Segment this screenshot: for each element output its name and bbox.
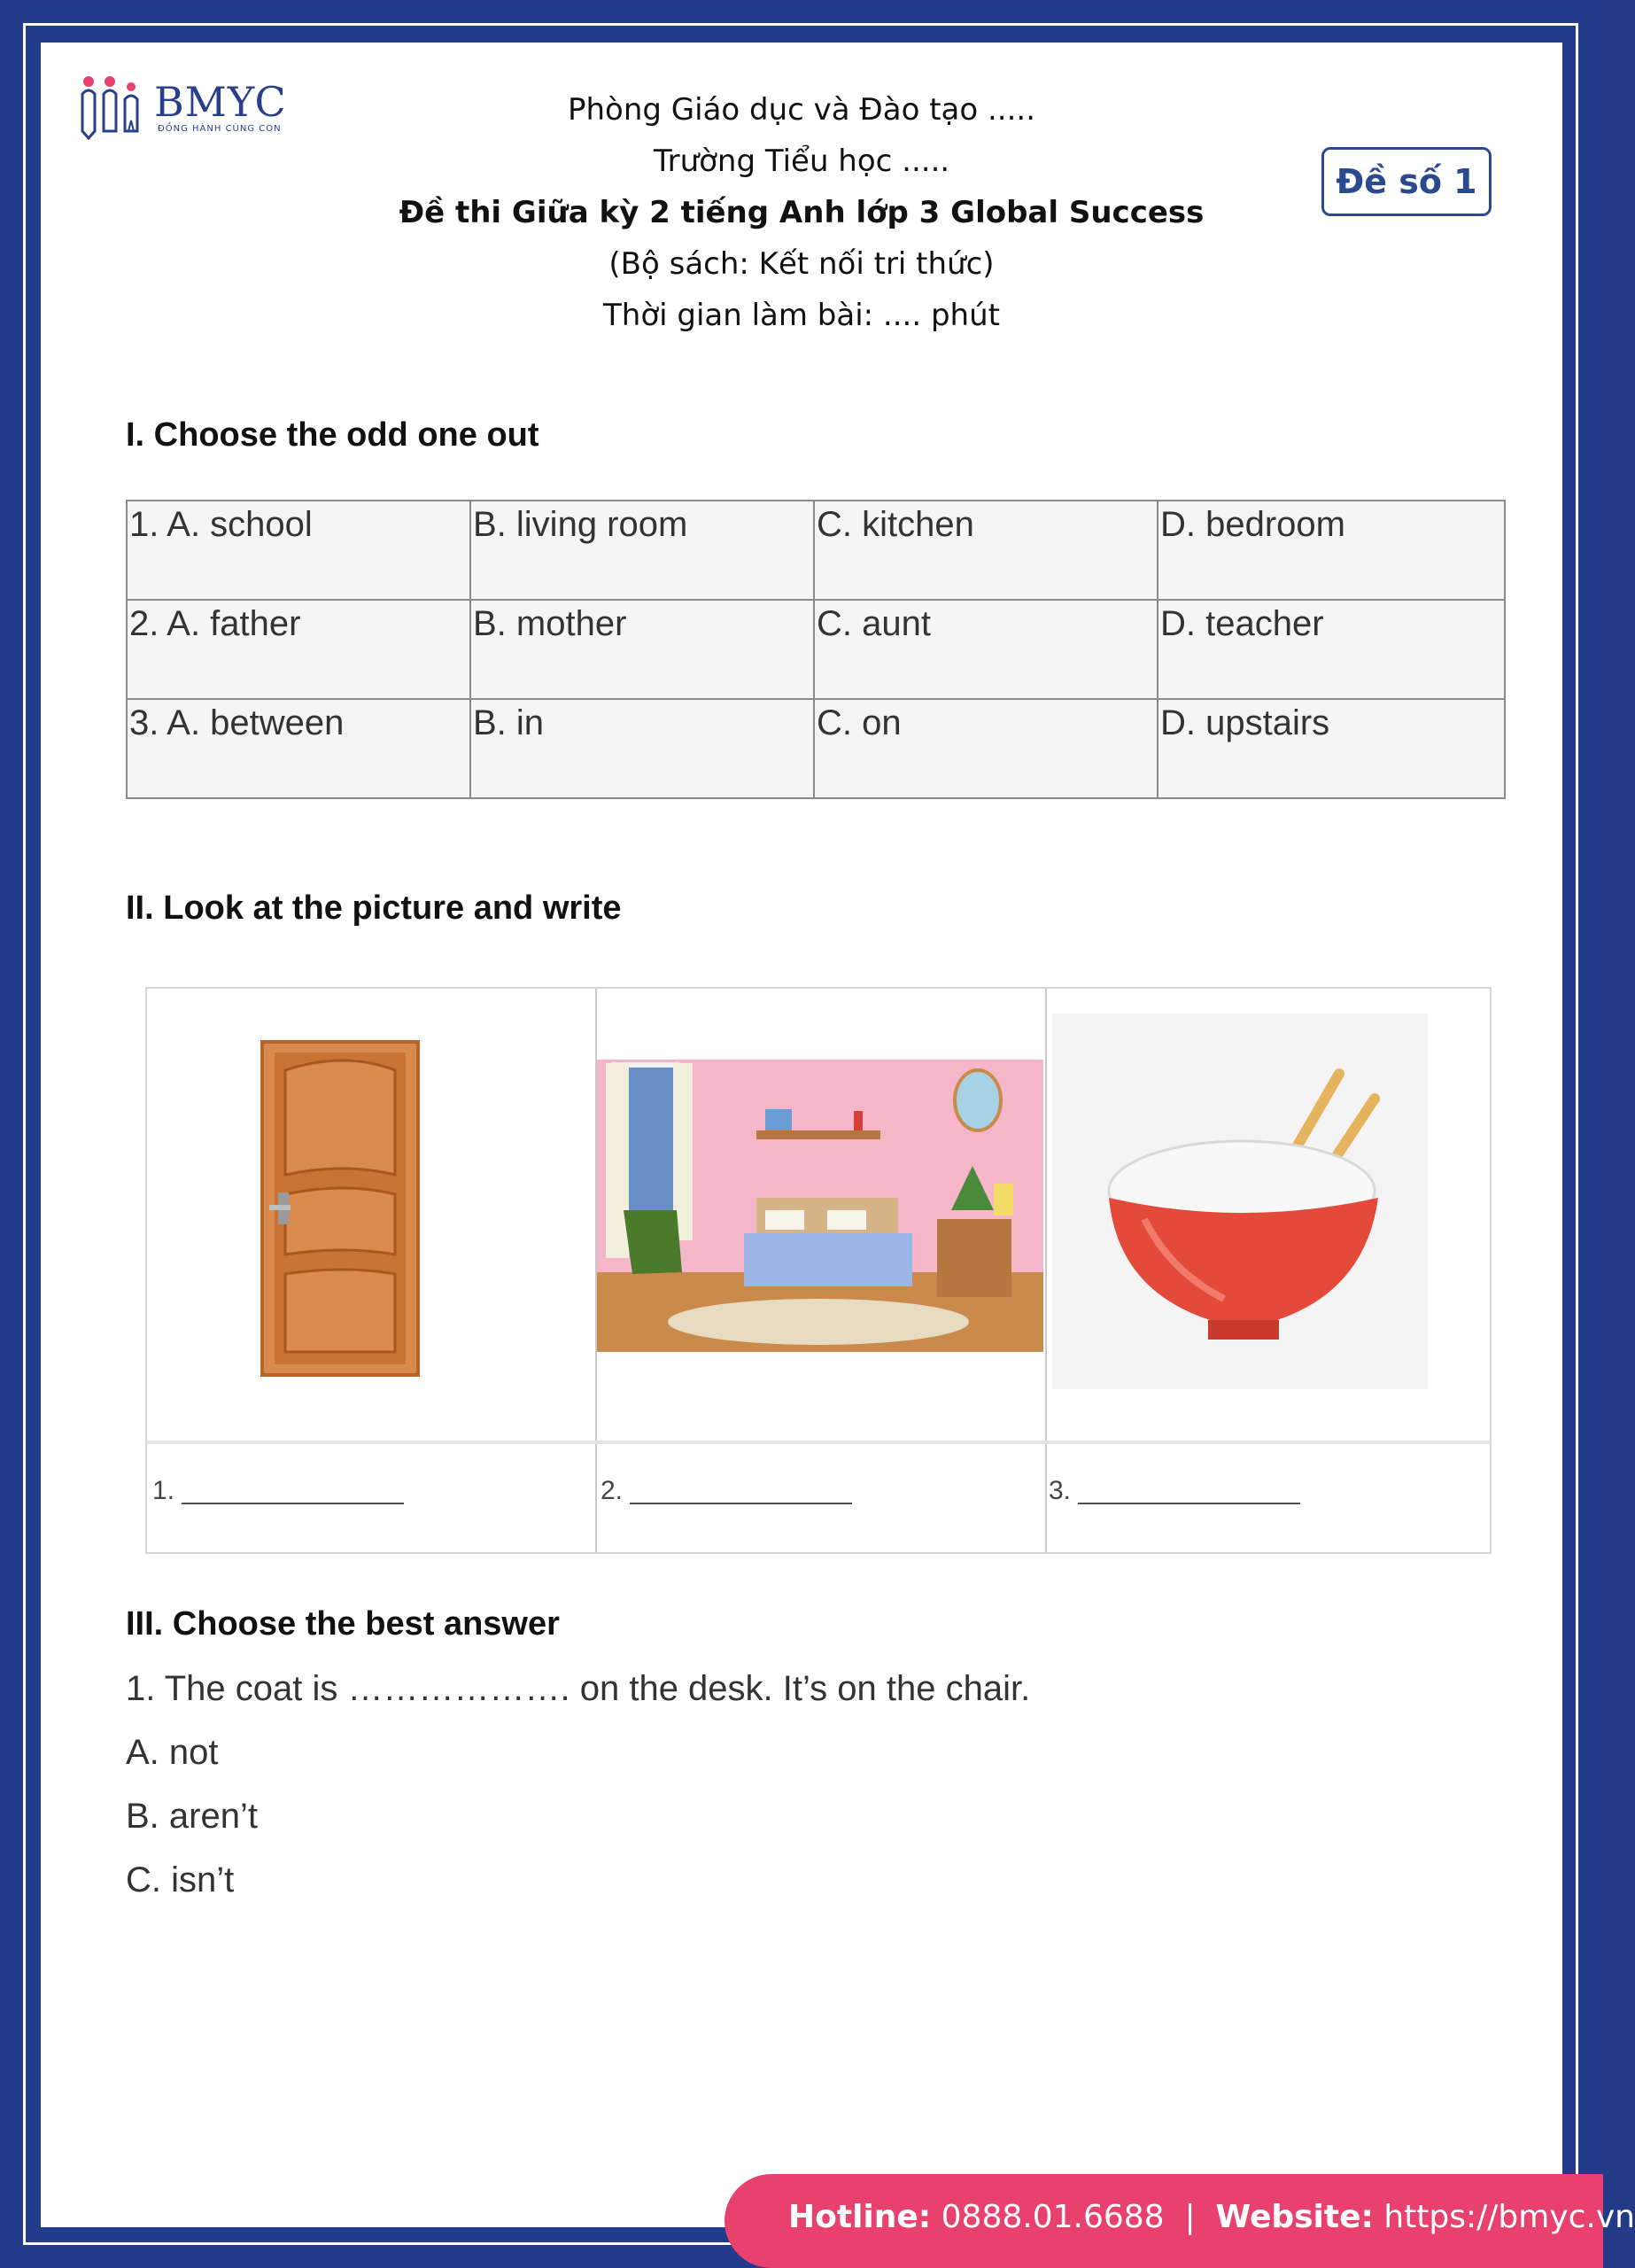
option-b[interactable]: B. aren’t bbox=[126, 1797, 258, 1836]
table-cell: B. mother bbox=[470, 600, 814, 699]
website-link[interactable]: https://bmyc.vn bbox=[1383, 2199, 1635, 2235]
row-divider bbox=[147, 1441, 1490, 1444]
table-cell: C. on bbox=[814, 699, 1158, 798]
header-book: (Bộ sách: Kết nối tri thức) bbox=[608, 246, 995, 282]
website-label: Website: bbox=[1215, 2199, 1374, 2235]
table-cell: 3. A. between bbox=[127, 699, 470, 798]
header-school: Trường Tiểu học ..... bbox=[653, 144, 950, 179]
table-cell: D. bedroom bbox=[1158, 501, 1505, 600]
door-icon bbox=[147, 989, 595, 1442]
table-cell: B. living room bbox=[470, 501, 814, 600]
footer-separator: | bbox=[1184, 2199, 1196, 2235]
section-3-title: III. Choose the best answer bbox=[126, 1605, 560, 1643]
hotline-number[interactable]: 0888.01.6688 bbox=[941, 2199, 1165, 2235]
table-cell: D. teacher bbox=[1158, 600, 1505, 699]
header-exam-title: Đề thi Giữa kỳ 2 tiếng Anh lớp 3 Global Success bbox=[399, 195, 1205, 230]
table-cell: C. aunt bbox=[814, 600, 1158, 699]
footer-text bbox=[788, 2199, 1635, 2235]
logo bbox=[80, 74, 310, 145]
table-cell: C. kitchen bbox=[814, 501, 1158, 600]
exam-number-badge: Đề số 1 bbox=[1321, 147, 1492, 216]
logo-brand: BMYC bbox=[154, 78, 287, 126]
odd-one-out-table bbox=[126, 500, 1506, 799]
option-c[interactable]: C. isn’t bbox=[126, 1860, 235, 1899]
table-cell: 1. A. school bbox=[127, 501, 470, 600]
table-row bbox=[127, 600, 1505, 699]
table-cell: D. upstairs bbox=[1158, 699, 1505, 798]
picture-grid bbox=[145, 987, 1492, 1554]
header-department: Phòng Giáo dục và Đào tạo ..... bbox=[567, 92, 1036, 128]
table-row bbox=[127, 501, 1505, 600]
bedroom-icon bbox=[597, 989, 1045, 1442]
answer-blank-2[interactable]: 2. _______________ bbox=[601, 1476, 852, 1505]
section-2-title: II. Look at the picture and write bbox=[126, 889, 622, 927]
picture-door bbox=[147, 989, 595, 1442]
picture-rice-bowl bbox=[1047, 989, 1490, 1442]
answer-blank-1[interactable]: 1. _______________ bbox=[152, 1476, 404, 1505]
table-cell: 2. A. father bbox=[127, 600, 470, 699]
hotline-label: Hotline: bbox=[788, 2199, 932, 2235]
table-row bbox=[127, 699, 1505, 798]
table-cell: B. in bbox=[470, 699, 814, 798]
section-1-title: I. Choose the odd one out bbox=[126, 416, 539, 454]
option-a[interactable]: A. not bbox=[126, 1733, 219, 1772]
header-duration: Thời gian làm bài: .... phút bbox=[603, 298, 1000, 333]
question-1: 1. The coat is ………………. on the desk. It’s on the chair. bbox=[126, 1669, 1031, 1708]
contact-footer bbox=[725, 2174, 1635, 2268]
logo-tagline: ĐỒNG HÀNH CÙNG CON bbox=[158, 124, 282, 134]
answer-blank-3[interactable]: 3. _______________ bbox=[1049, 1476, 1300, 1505]
picture-bedroom bbox=[597, 989, 1045, 1442]
logo-figures-icon bbox=[80, 74, 151, 142]
rice-bowl-icon bbox=[1047, 989, 1490, 1442]
